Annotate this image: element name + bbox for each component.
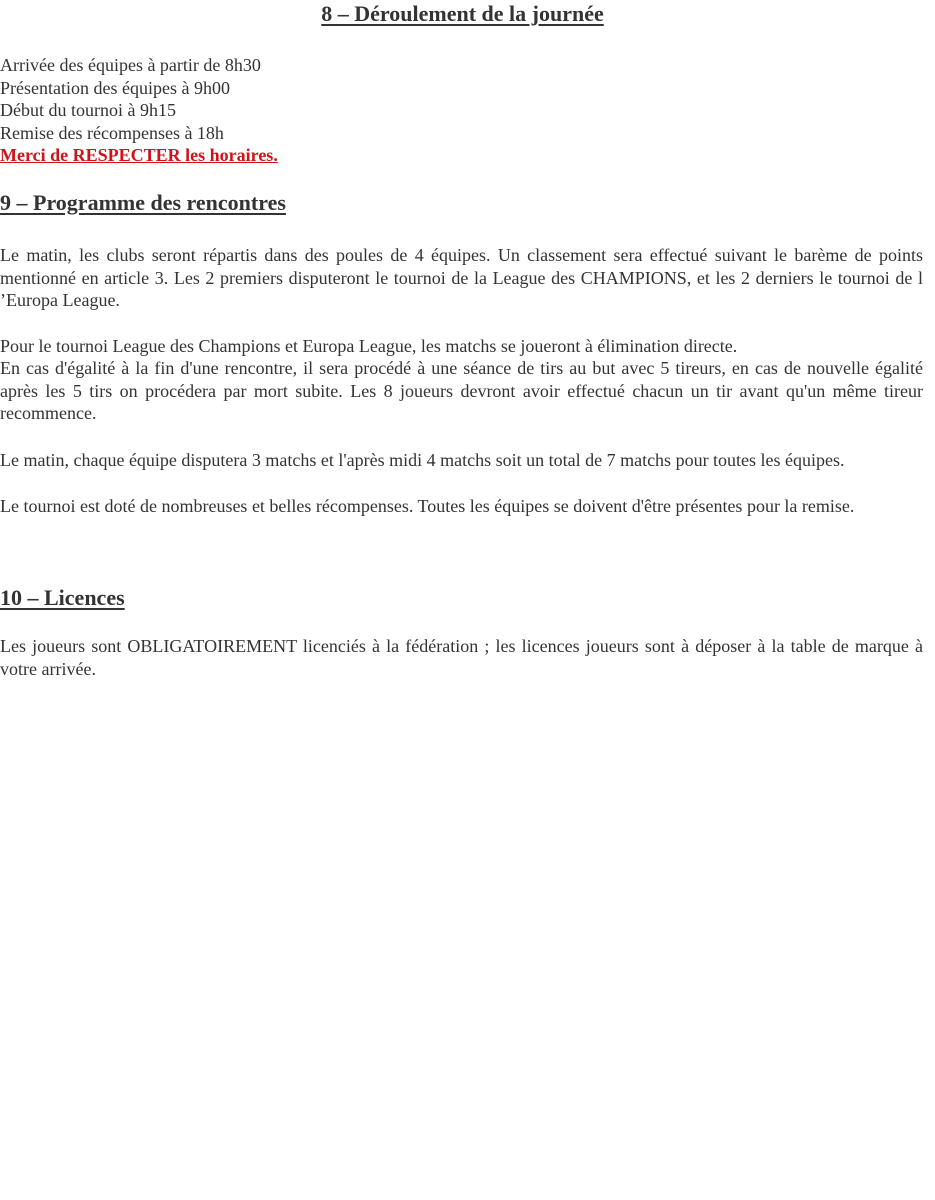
schedule-list: [0, 54, 278, 167]
section-9-paragraph-tiebreak: En cas d'égalité à la fin d'une rencontre, il sera procédé à une séance de tirs au but avec 5 tireurs, en cas de nouvelle égalité après les 5 tirs on procédera par mort subite. Les 8 joueurs devront avoir effectué chacun un tir avant qu'un même tireur recommence.: [0, 358, 923, 423]
section-9-paragraph-awards: Le tournoi est doté de nombreuses et belles récompenses. Toutes les équipes se doivent d'être présentes pour la remise.: [0, 496, 855, 516]
schedule-item-awards: Remise des récompenses à 18h: [0, 122, 224, 143]
section-9-paragraph-pools: Le matin, les clubs seront répartis dans des poules de 4 équipes. Un classement sera effectué suivant le barème de points mentionné en article 3. Les 2 premiers disputeront le tournoi de la League des CHAMPIONS, et les 2 derniers le tournoi de l ’Europa League.: [0, 245, 923, 310]
section-10-title: 10 – Licences: [0, 585, 125, 610]
section-9-paragraph-matches: Le matin, chaque équipe disputera 3 matchs et l'après midi 4 matchs soit un total de 7 matchs pour toutes les équipes.: [0, 450, 845, 470]
section-9-title: 9 – Programme des rencontres: [0, 190, 286, 215]
schedule-warning: Merci de RESPECTER les horaires.: [0, 145, 278, 165]
section-9-paragraph-knockout: Pour le tournoi League des Champions et Europa League, les matchs se joueront à élimination directe.: [0, 336, 738, 356]
schedule-item-arrival: Arrivée des équipes à partir de 8h30: [0, 55, 261, 75]
schedule-item-presentation: Présentation des équipes à 9h00: [0, 77, 230, 98]
section-8-title: 8 – Déroulement de la journée: [321, 1, 604, 26]
section-10-paragraph: Les joueurs sont OBLIGATOIREMENT licenciés à la fédération ; les licences joueurs sont à déposer à la table de marque à votre arrivée.: [0, 636, 923, 679]
schedule-item-start: Début du tournoi à 9h15: [0, 100, 176, 120]
